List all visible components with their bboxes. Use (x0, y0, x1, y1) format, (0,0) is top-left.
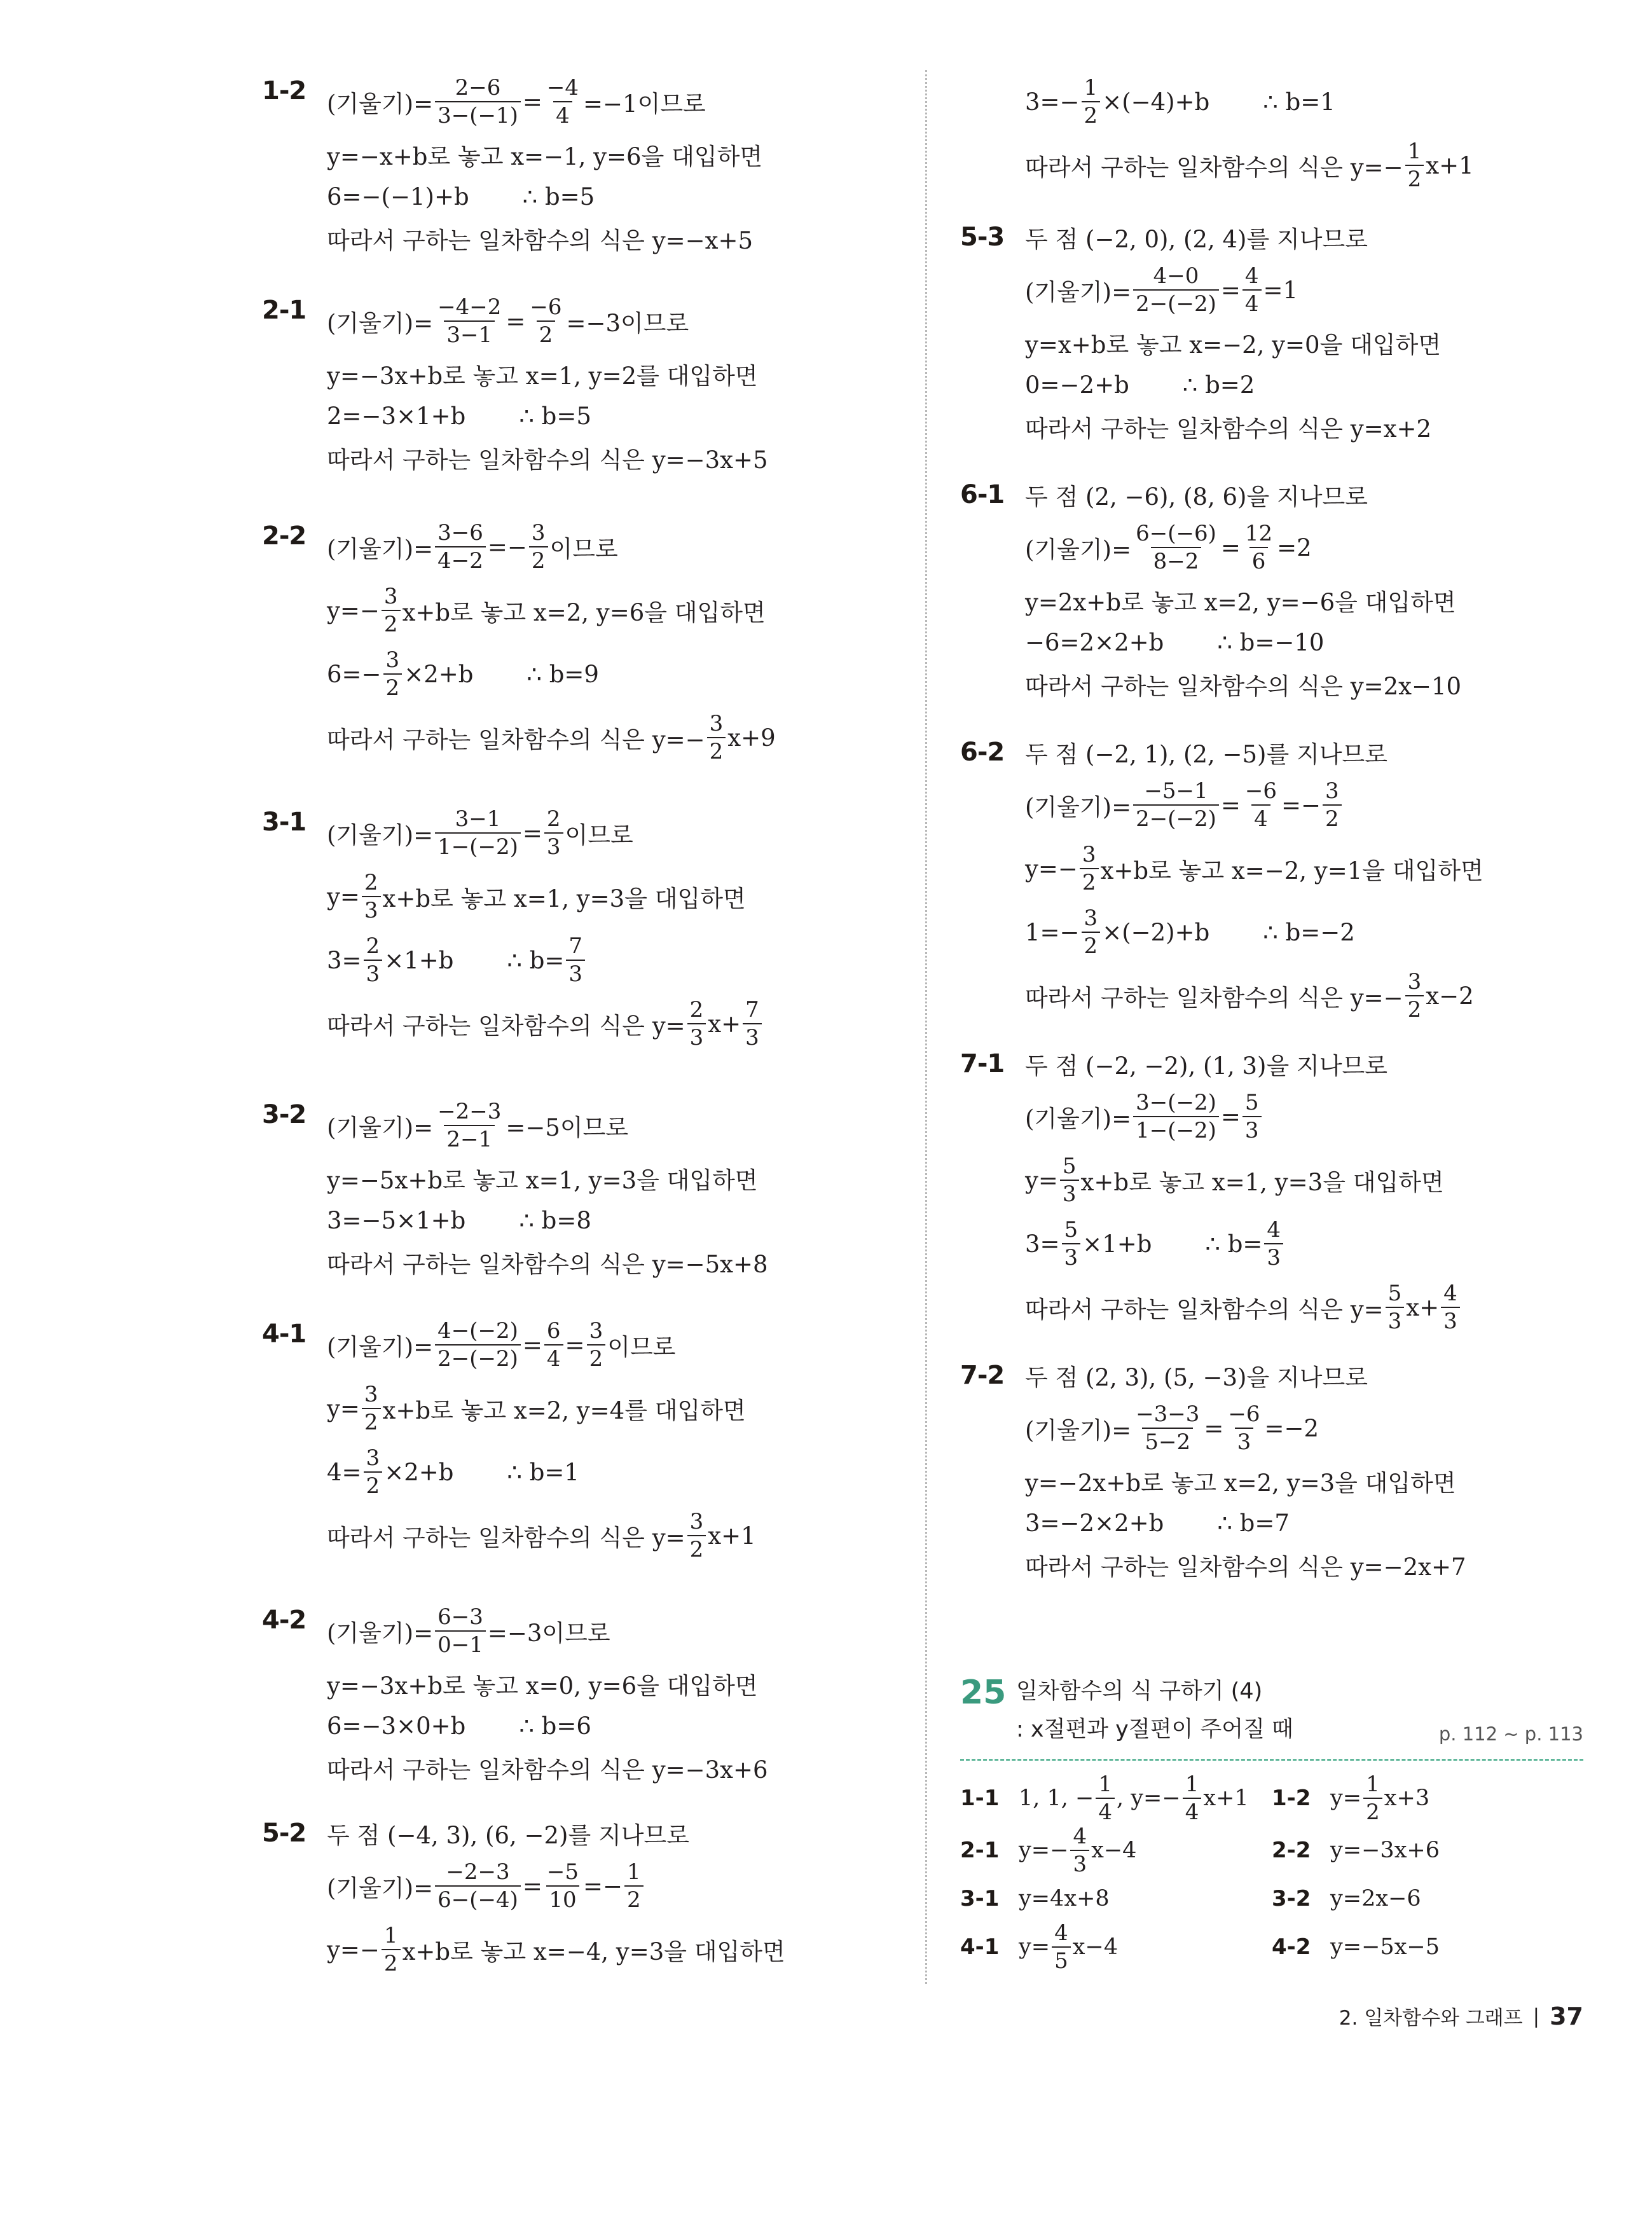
answer-row (960, 1876, 1583, 1921)
answer-line: 따라서 구하는 일차함수의 식은 y=−3x+6 (327, 1756, 768, 1784)
substitution-line: y= $\frac{3}{2}$ x+b로 놓고 x=2, y=4를 대입하면 (327, 1382, 746, 1435)
solve-line: 6=− $\frac{3}{2}$ ×2+b ∴ b=9 (327, 647, 599, 701)
solve-line: 3=− $\frac{1}{2}$ ×(−4)+b ∴ b=1 (1025, 75, 1335, 128)
solve-line: 4= $\frac{3}{2}$ ×2+b ∴ b=1 (327, 1445, 579, 1499)
answer-line: 따라서 구하는 일차함수의 식은 y=− $\frac{3}{2}$ x−2 (1025, 969, 1474, 1022)
slope-line: (기울기)= $\frac{2-6}{3-(-1)}$ = $\frac{-4}{4}$ =−1이므로 (327, 75, 706, 128)
fraction: $\frac{5}{3}$ (1060, 1155, 1079, 1205)
problem-7-2 (960, 1354, 1583, 1586)
problem-number: 7-1 (960, 1049, 1005, 1078)
fraction: $\frac{1}{2}$ (1082, 77, 1101, 127)
substitution-line: y= $\frac{5}{3}$ x+b로 놓고 x=1, y=3을 대입하면 (1025, 1153, 1444, 1207)
problem-6-2 (960, 731, 1583, 1043)
chapter-title: 2. 일차함수와 그래프 (1339, 2007, 1523, 2030)
fraction: $\frac{7}{3}$ (566, 935, 585, 985)
answer-line: 따라서 구하는 일차함수의 식은 y= $\frac{2}{3}$ x+ $\frac{7}{3}$ (327, 992, 911, 1056)
fraction: $\frac{1}{4}$ (1096, 1773, 1115, 1823)
substitution-line: y=−3x+b로 놓고 x=1, y=2를 대입하면 (327, 362, 758, 390)
problem-number: 6-1 (960, 480, 1005, 509)
problem-number: 7-2 (960, 1361, 1005, 1390)
fraction: $\frac{-5}{10}$ (546, 1859, 579, 1913)
section-25 (960, 1672, 1583, 1973)
substitution-line: y=− $\frac{1}{2}$ x+b로 놓고 x=−4, y=3을 대입하면 (327, 1923, 785, 1976)
answer-2-1: 2-1 y=− $\frac{4}{3}$ x−4 (960, 1824, 1137, 1877)
points-line: 두 점 (2, −6), (8, 6)을 지나므로 (1025, 483, 1368, 511)
fraction: $\frac{2}{3}$ (362, 872, 381, 921)
points-line: 두 점 (2, 3), (5, −3)을 지나므로 (1025, 1364, 1368, 1391)
solve-line: 3=−2×2+b ∴ b=7 (1025, 1509, 1290, 1537)
substitution-line: y=2x+b로 놓고 x=2, y=−6을 대입하면 (1025, 589, 1456, 616)
solve-line: 3=−5×1+b ∴ b=8 (327, 1206, 591, 1234)
fraction: $\frac{4}{3}$ (1441, 1283, 1460, 1332)
problem-6-1 (960, 474, 1583, 731)
problem-5-2-continued (960, 70, 1583, 216)
answer-line: 따라서 구하는 일차함수의 식은 y=− $\frac{3}{2}$ x+9 (327, 711, 776, 764)
fraction: $\frac{4}{5}$ (1052, 1922, 1071, 1972)
dashed-rule (960, 1759, 1583, 1761)
answer-line: 따라서 구하는 일차함수의 식은 y= $\frac{5}{3}$ x+ $\frac{4}{3}$ (1025, 1276, 1583, 1339)
problem-1-2 (262, 70, 911, 289)
fraction: $\frac{3}{2}$ (529, 522, 548, 572)
fraction: $\frac{12}{6}$ (1244, 521, 1273, 574)
page-footer (1339, 2002, 1583, 2030)
fraction: $\frac{2-6}{3-(-1)}$ (435, 77, 521, 127)
slope-line: (기울기)= $\frac{-5-1}{2-(-2)}$ = $\frac{-6}{4}$ =− $\frac{3}{2}$ (1025, 773, 1583, 837)
problem-7-1 (960, 1043, 1583, 1354)
fraction: $\frac{3}{2}$ (383, 649, 403, 699)
answer-3-2: 3-2 y=2x−6 (1272, 1886, 1421, 1911)
section-title: 일차함수의 식 구하기 (4) : x절편과 y절편이 주어질 때 (1016, 1672, 1293, 1749)
problem-4-1 (262, 1313, 911, 1599)
solve-line: 3= $\frac{2}{3}$ ×1+b ∴ b= $\frac{7}{3}$ (327, 928, 911, 992)
problem-2-1 (262, 289, 911, 515)
answer-line: 따라서 구하는 일차함수의 식은 y=−3x+5 (327, 446, 768, 474)
fraction: $\frac{-6}{2}$ (530, 294, 562, 348)
fraction: $\frac{5}{3}$ (1242, 1092, 1262, 1141)
fraction: $\frac{3-(-2)}{1-(-2)}$ (1133, 1092, 1219, 1141)
substitution-line: y=−3x+b로 놓고 x=0, y=6을 대입하면 (327, 1672, 758, 1700)
fraction: $\frac{3}{2}$ (1323, 780, 1342, 830)
section-number: 25 (960, 1674, 1007, 1712)
slope-line: (기울기)= $\frac{3-6}{4-2}$ =− $\frac{3}{2}$ 이므로 (327, 520, 618, 574)
slope-line: (기울기)= $\frac{4-0}{2-(-2)}$ = $\frac{4}{4}$ =1 (1025, 263, 1298, 317)
fraction: $\frac{3-1}{1-(-2)}$ (435, 808, 521, 858)
problem-3-2 (262, 1094, 911, 1313)
problem-2-2 (262, 515, 911, 801)
answer-line: 따라서 구하는 일차함수의 식은 y=−5x+8 (327, 1251, 768, 1278)
fraction: $\frac{3}{2}$ (1082, 907, 1101, 957)
problem-3-1 (262, 801, 911, 1094)
fraction: $\frac{6}{4}$ (544, 1320, 563, 1370)
problem-number: 4-2 (262, 1606, 306, 1635)
problem-number: 6-2 (960, 738, 1005, 767)
fraction: $\frac{1}{2}$ (382, 1925, 401, 1974)
answer-1-1: 1-1 1, 1, − $\frac{1}{4}$ , y=− $\frac{1}{4}$ x+1 (960, 1772, 1249, 1825)
problem-5-2 (262, 1812, 911, 1981)
solve-line: 1=− $\frac{3}{2}$ ×(−2)+b ∴ b=−2 (1025, 905, 1355, 959)
section-subtitle: : x절편과 y절편이 주어질 때 (1016, 1717, 1293, 1742)
answer-row (960, 1921, 1583, 1973)
problem-number: 3-2 (262, 1100, 306, 1129)
substitution-line: y=−2x+b로 놓고 x=2, y=3을 대입하면 (1025, 1469, 1456, 1497)
fraction: $\frac{1}{2}$ (1405, 141, 1424, 190)
problem-4-2 (262, 1599, 911, 1812)
fraction: $\frac{3}{2}$ (587, 1320, 606, 1370)
fraction: $\frac{3}{2}$ (687, 1511, 706, 1560)
slope-line: (기울기)= $\frac{3-1}{1-(-2)}$ = $\frac{2}{3}$ 이므로 (327, 806, 633, 860)
answer-1-2: 1-2 y= $\frac{1}{2}$ x+3 (1272, 1772, 1430, 1825)
fraction: $\frac{3}{2}$ (1405, 971, 1424, 1021)
slope-line: (기울기)= $\frac{-2-3}{6-(-4)}$ = $\frac{-5}{10}$ =− $\frac{1}{2}$ (327, 1854, 911, 1918)
solve-line: 0=−2+b ∴ b=2 (1025, 371, 1255, 399)
problem-number: 1-2 (262, 76, 306, 106)
answer-line: 따라서 구하는 일차함수의 식은 y=−x+5 (327, 227, 754, 254)
solve-line: 6=−3×0+b ∴ b=6 (327, 1712, 591, 1740)
points-line: 두 점 (−2, −2), (1, 3)을 지나므로 (1025, 1052, 1387, 1080)
fraction: $\frac{4-(-2)}{2-(-2)}$ (435, 1320, 521, 1370)
substitution-line: y=− $\frac{3}{2}$ x+b로 놓고 x=−2, y=1을 대입하면 (1025, 842, 1483, 895)
fraction: $\frac{3}{2}$ (382, 586, 401, 635)
solve-line: 3= $\frac{5}{3}$ ×1+b ∴ b= $\frac{4}{3}$ (1025, 1212, 1583, 1276)
answer-2-2: 2-2 y=−3x+6 (1272, 1838, 1440, 1863)
fraction: $\frac{4-0}{2-(-2)}$ (1133, 265, 1219, 315)
fraction: $\frac{4}{4}$ (1242, 265, 1262, 315)
column-divider (925, 70, 927, 1984)
problem-number: 2-2 (262, 521, 306, 551)
slope-line: (기울기)= $\frac{6-(-6)}{8-2}$ = $\frac{12}{6}$ =2 (1025, 521, 1312, 574)
footer-separator: | (1532, 2004, 1540, 2028)
fraction: $\frac{4}{3}$ (1070, 1826, 1089, 1875)
points-line: 두 점 (−4, 3), (6, −2)를 지나므로 (327, 1822, 689, 1849)
points-line: 두 점 (−2, 1), (2, −5)를 지나므로 (1025, 741, 1387, 768)
fraction: $\frac{-2-3}{6-(-4)}$ (435, 1861, 521, 1911)
fraction: $\frac{1}{2}$ (1363, 1773, 1382, 1823)
answer-line: 따라서 구하는 일차함수의 식은 y= $\frac{3}{2}$ x+1 (327, 1509, 756, 1562)
answer-line: 따라서 구하는 일차함수의 식은 y=x+2 (1025, 415, 1432, 443)
fraction: $\frac{3}{2}$ (364, 1447, 383, 1497)
answer-line: 따라서 구하는 일차함수의 식은 y=− $\frac{1}{2}$ x+1 (1025, 139, 1474, 192)
problem-number: 4-1 (262, 1319, 306, 1349)
points-line: 두 점 (−2, 0), (2, 4)를 지나므로 (1025, 226, 1368, 253)
fraction: $\frac{3}{2}$ (1080, 844, 1099, 893)
answer-4-1: 4-1 y= $\frac{4}{5}$ x−4 (960, 1920, 1119, 1974)
fraction: $\frac{-4}{4}$ (546, 75, 579, 128)
fraction: $\frac{-4-2}{3-1}$ (437, 294, 502, 348)
fraction: $\frac{3}{2}$ (362, 1384, 381, 1433)
fraction: $\frac{2}{3}$ (687, 999, 706, 1049)
answer-row (960, 1772, 1583, 1824)
slope-line: (기울기)= $\frac{-3-3}{5-2}$ = $\frac{-6}{3}$ =−2 (1025, 1401, 1319, 1455)
fraction: $\frac{2}{3}$ (544, 808, 563, 858)
fraction: $\frac{3-6}{4-2}$ (435, 522, 486, 572)
substitution-line: y=− $\frac{3}{2}$ x+b로 놓고 x=2, y=6을 대입하면 (327, 584, 766, 637)
problem-number: 5-2 (262, 1819, 306, 1848)
fraction: $\frac{6-3}{0-1}$ (435, 1606, 486, 1656)
fraction: $\frac{5}{3}$ (1062, 1219, 1081, 1269)
problem-5-3 (960, 216, 1583, 474)
answer-line: 따라서 구하는 일차함수의 식은 y=−2x+7 (1025, 1553, 1466, 1581)
solve-line: 6=−(−1)+b ∴ b=5 (327, 182, 595, 210)
fraction: $\frac{2}{3}$ (364, 935, 383, 985)
slope-line: (기울기)= $\frac{3-(-2)}{1-(-2)}$ = $\frac{5}{3}$ (1025, 1085, 1583, 1148)
slope-line: (기울기)= $\frac{-2-3}{2-1}$ =−5이므로 (327, 1099, 629, 1152)
substitution-line: y=x+b로 놓고 x=−2, y=0을 대입하면 (1025, 331, 1442, 359)
fraction: $\frac{1}{4}$ (1183, 1773, 1202, 1823)
answer-3-1: 3-1 y=4x+8 (960, 1886, 1110, 1911)
left-column (262, 70, 911, 1981)
fraction: $\frac{4}{3}$ (1264, 1219, 1283, 1269)
page-range: p. 112 ~ p. 113 (1438, 1723, 1583, 1745)
slope-line: (기울기)= $\frac{-4-2}{3-1}$ = $\frac{-6}{2}$ =−3이므로 (327, 294, 689, 348)
answer-4-2: 4-2 y=−5x−5 (1272, 1934, 1440, 1960)
page-number: 37 (1550, 2002, 1583, 2030)
solve-line: 2=−3×1+b ∴ b=5 (327, 402, 591, 430)
solve-line: −6=2×2+b ∴ b=−10 (1025, 628, 1325, 656)
answer-line: 따라서 구하는 일차함수의 식은 y=2x−10 (1025, 673, 1462, 700)
slope-line: (기울기)= $\frac{6-3}{0-1}$ =−3이므로 (327, 1604, 610, 1658)
problem-number: 5-3 (960, 223, 1005, 252)
fraction: $\frac{6-(-6)}{8-2}$ (1136, 521, 1216, 574)
fraction: $\frac{-2-3}{2-1}$ (437, 1099, 502, 1152)
fraction: $\frac{7}{3}$ (743, 999, 762, 1049)
fraction: $\frac{5}{3}$ (1386, 1283, 1405, 1332)
substitution-line: y=−5x+b로 놓고 x=1, y=3을 대입하면 (327, 1167, 758, 1194)
substitution-line: y= $\frac{2}{3}$ x+b로 놓고 x=1, y=3을 대입하면 (327, 870, 746, 923)
answer-row (960, 1824, 1583, 1876)
fraction: $\frac{-6}{4}$ (1244, 778, 1277, 832)
substitution-line: y=−x+b로 놓고 x=−1, y=6을 대입하면 (327, 143, 763, 170)
problem-number: 2-1 (262, 296, 306, 325)
slope-line: (기울기)= $\frac{4-(-2)}{2-(-2)}$ = $\frac{6}{4}$ = $\frac{3}{2}$ 이므로 (327, 1318, 676, 1372)
answer-grid (960, 1772, 1583, 1973)
fraction: $\frac{-6}{3}$ (1228, 1401, 1260, 1455)
right-column (960, 70, 1583, 1586)
fraction: $\frac{-3-3}{5-2}$ (1136, 1401, 1200, 1455)
fraction: $\frac{1}{2}$ (624, 1861, 644, 1911)
problem-number: 3-1 (262, 808, 306, 837)
fraction: $\frac{-5-1}{2-(-2)}$ (1133, 780, 1219, 830)
fraction: $\frac{3}{2}$ (707, 713, 726, 762)
